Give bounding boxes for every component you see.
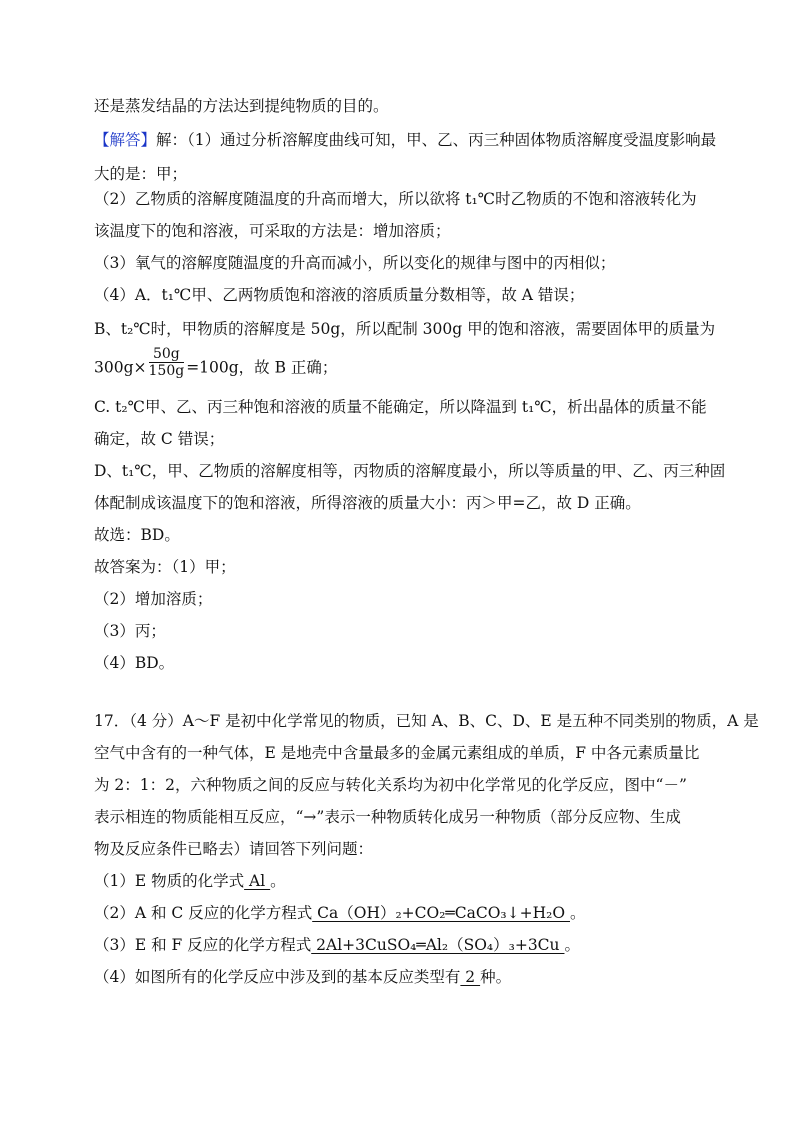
fraction <box>149 346 185 379</box>
answer-blank: 2 <box>460 968 481 986</box>
answer-line <box>94 967 511 987</box>
text-line: D、t₁℃，甲、乙物质的溶解度相等，丙物质的溶解度最小，所以等质量的甲、乙、丙三种固 <box>94 462 726 480</box>
answer-tag: 【解答】 <box>94 131 157 149</box>
answer-blank: 2Al+3CuSO₄═Al₂（SO₄）₃+3Cu <box>311 936 565 954</box>
text-line: （4）BD。 <box>94 654 175 672</box>
text-line: C. t₂℃甲、乙、丙三种饱和溶液的质量不能确定，所以降温到 t₁℃，析出晶体的质量不能 <box>94 398 707 416</box>
question-line: 表示相连的物质能相互反应，“→”表示一种物质转化成另一种物质（部分反应物、生成 <box>94 808 681 826</box>
text-line: （4）A．t₁℃甲、乙两物质饱和溶液的溶质质量分数相等，故 A 错误； <box>94 286 585 304</box>
question-line: 为 2：1：2，六种物质之间的反应与转化关系均为初中化学常见的化学反应，图中“－” <box>94 776 687 794</box>
answer-line <box>94 903 586 923</box>
text-span: 。 <box>564 936 580 954</box>
text-span: =100g，故 B 正确； <box>186 358 338 377</box>
text-span: 解：（1）通过分析溶解度曲线可知，甲、乙、丙三种固体物质溶解度受温度影响最 <box>156 131 717 149</box>
question-line: 空气中含有的一种气体，E 是地壳中含量最多的金属元素组成的单质，F 中各元素质量比 <box>94 744 700 762</box>
answer-header-line <box>94 130 716 150</box>
text-line: （3）氧气的溶解度随温度的升高而减小，所以变化的规律与图中的丙相似； <box>94 254 616 272</box>
text-line: 还是蒸发结晶的方法达到提纯物质的目的。 <box>94 97 389 115</box>
answer-blank: Al <box>244 872 271 890</box>
text-span: 。 <box>270 872 286 890</box>
text-span: （3）E 和 F 反应的化学方程式 <box>94 936 312 954</box>
text-line: 大的是：甲； <box>94 165 188 183</box>
question-line: 17．（4 分）A～F 是初中化学常见的物质，已知 A、B、C、D、E 是五种不同类别的物质，A 是 <box>94 712 759 730</box>
text-span: （2）A 和 C 反应的化学方程式 <box>94 904 313 922</box>
fraction-numerator: 50g <box>149 346 185 363</box>
text-line: （3）丙； <box>94 622 166 640</box>
text-line: 确定，故 C 错误； <box>94 430 225 448</box>
text-line: （2）增加溶质； <box>94 590 213 608</box>
text-line: 故答案为：（1）甲； <box>94 558 236 576</box>
text-line: 该温度下的饱和溶液，可采取的方法是：增加溶质； <box>94 222 451 240</box>
text-line: 体配制成该温度下的饱和溶液，所得溶液的质量大小：丙＞甲=乙，故 D 正确。 <box>94 494 641 512</box>
text-span: （1）E 物质的化学式 <box>94 872 245 890</box>
text-span: 。 <box>570 904 586 922</box>
text-span: 300g× <box>94 358 147 377</box>
text-line: B、t₂℃时，甲物质的溶解度是 50g，所以配制 300g 甲的饱和溶液，需要固体甲的质量为 <box>94 320 716 338</box>
question-line: 物及反应条件已略去）请回答下列问题： <box>94 840 374 858</box>
answer-line <box>94 871 286 891</box>
text-line: （2）乙物质的溶解度随温度的升高而增大，所以欲将 t₁℃时乙物质的不饱和溶液转化为 <box>94 190 697 208</box>
fraction-line <box>94 346 338 385</box>
answer-line <box>94 935 580 955</box>
fraction-denominator: 150g <box>148 363 185 379</box>
text-line: 故选：BD。 <box>94 526 180 544</box>
text-span: （4）如图所有的化学反应中涉及到的基本反应类型有 <box>94 968 461 986</box>
answer-blank: Ca（OH）₂+CO₂═CaCO₃↓+H₂O <box>312 904 570 922</box>
text-span: 种。 <box>480 968 512 986</box>
